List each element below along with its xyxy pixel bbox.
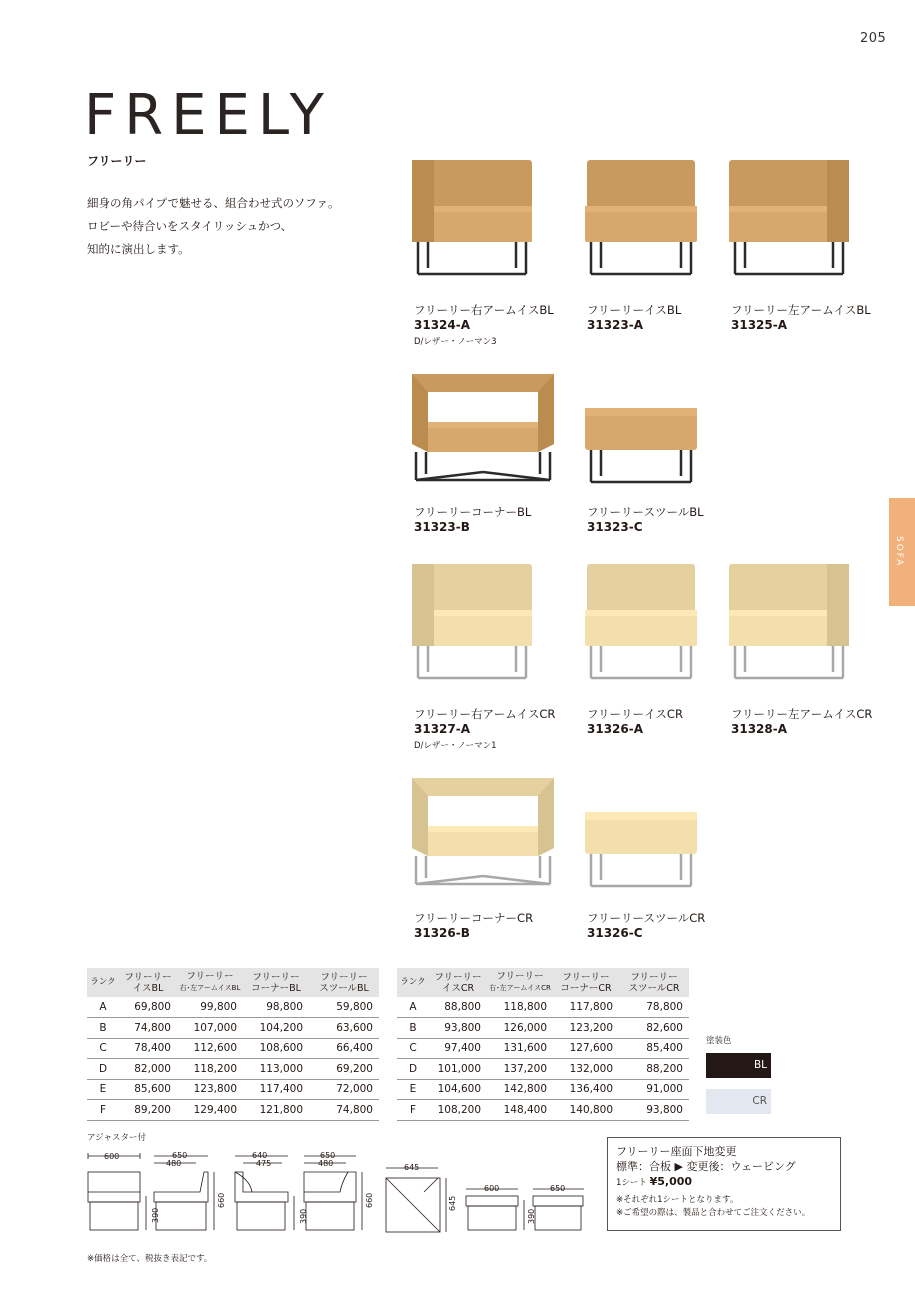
side-tab-label: SOFA bbox=[894, 536, 904, 568]
table-row bbox=[397, 1100, 689, 1121]
rank-cell: B bbox=[397, 1018, 429, 1039]
product-name: フリーリー左アームイスCR bbox=[731, 707, 873, 721]
product-name: フリーリーコーナーBL bbox=[414, 505, 532, 519]
price-cell: 91,000 bbox=[619, 1079, 689, 1100]
product-item bbox=[729, 562, 873, 736]
seat-option-note: ※それぞれ1シートとなります。 bbox=[616, 1195, 739, 1205]
price-cell: 85,600 bbox=[119, 1079, 177, 1100]
price-cell: 121,800 bbox=[243, 1100, 309, 1121]
table-row bbox=[87, 1079, 379, 1100]
intro-text bbox=[87, 192, 340, 261]
product-note: D/レザー・ノーマン1 bbox=[414, 741, 497, 751]
table-row bbox=[87, 1018, 379, 1039]
product-name: フリーリー右アームイスBL bbox=[414, 303, 554, 317]
sofa-image bbox=[585, 158, 699, 280]
dim-corner-d: 645 bbox=[448, 1195, 457, 1211]
product-code: 31323-B bbox=[414, 520, 470, 534]
product-code: 31326-B bbox=[414, 926, 470, 940]
dim-chair-d: 650 bbox=[172, 1151, 188, 1160]
footer-tax-note: ※価格は全て、税抜き表記です。 bbox=[87, 1254, 213, 1264]
swatch-bl bbox=[706, 1053, 771, 1078]
product-code: 31326-C bbox=[587, 926, 643, 940]
price-cell: 127,600 bbox=[553, 1038, 619, 1059]
dim-arm-inner: 475 bbox=[256, 1159, 272, 1168]
dim-chair-h: 390 bbox=[151, 1207, 160, 1223]
brand-kana: フリーリー bbox=[87, 154, 147, 168]
price-cell: 85,400 bbox=[619, 1038, 689, 1059]
table-header-cell: フリーリー 右･左アームイスBL bbox=[177, 968, 243, 997]
table-header-row bbox=[87, 968, 379, 997]
sofa-image bbox=[412, 562, 536, 684]
price-cell: 88,200 bbox=[619, 1059, 689, 1080]
price-cell: 72,000 bbox=[309, 1079, 379, 1100]
rank-cell: F bbox=[87, 1100, 119, 1121]
rank-cell: A bbox=[87, 997, 119, 1018]
price-cell: 131,600 bbox=[487, 1038, 553, 1059]
product-item bbox=[585, 562, 699, 736]
product-item bbox=[412, 158, 554, 347]
sofa-image bbox=[412, 372, 558, 494]
table-row bbox=[397, 1059, 689, 1080]
price-cell: 74,800 bbox=[119, 1018, 177, 1039]
dim-arm-w: 640 bbox=[252, 1151, 268, 1160]
price-cell: 123,800 bbox=[177, 1079, 243, 1100]
product-name: フリーリー右アームイスCR bbox=[414, 707, 556, 721]
product-item bbox=[412, 776, 558, 940]
price-cell: 136,400 bbox=[553, 1079, 619, 1100]
rank-cell: D bbox=[397, 1059, 429, 1080]
product-name: フリーリースツールCR bbox=[587, 911, 706, 925]
table-row bbox=[87, 1059, 379, 1080]
price-cell: 74,800 bbox=[309, 1100, 379, 1121]
dim-stool-h: 390 bbox=[527, 1208, 536, 1224]
price-cell: 126,000 bbox=[487, 1018, 553, 1039]
side-tab[interactable] bbox=[889, 498, 915, 606]
price-cell: 108,200 bbox=[429, 1100, 487, 1121]
rank-cell: A bbox=[397, 997, 429, 1018]
table-header-cell: ランク bbox=[87, 968, 119, 997]
table-header-cell: フリーリー イスCR bbox=[429, 968, 487, 997]
price-cell: 118,800 bbox=[487, 997, 553, 1018]
price-cell: 107,000 bbox=[177, 1018, 243, 1039]
dim-stool-d: 650 bbox=[550, 1184, 566, 1193]
price-cell: 89,200 bbox=[119, 1100, 177, 1121]
brand-title: FREELY bbox=[84, 83, 332, 148]
swatch-cr-label: CR bbox=[752, 1095, 767, 1107]
sofa-image bbox=[585, 372, 699, 494]
price-cell: 123,200 bbox=[553, 1018, 619, 1039]
price-cell: 117,800 bbox=[553, 997, 619, 1018]
price-cell: 97,400 bbox=[429, 1038, 487, 1059]
price-cell: 69,200 bbox=[309, 1059, 379, 1080]
seat-option-notes bbox=[616, 1194, 832, 1220]
sofa-image bbox=[585, 562, 699, 684]
price-cell: 118,200 bbox=[177, 1059, 243, 1080]
price-cell: 108,600 bbox=[243, 1038, 309, 1059]
price-cell: 93,800 bbox=[619, 1100, 689, 1121]
dim-chair-w: 600 bbox=[104, 1152, 120, 1161]
dim-chair-total-h: 660 bbox=[217, 1192, 226, 1208]
table-header-cell: ランク bbox=[397, 968, 429, 997]
price-cell: 104,600 bbox=[429, 1079, 487, 1100]
price-cell: 78,400 bbox=[119, 1038, 177, 1059]
product-item bbox=[412, 562, 556, 751]
sofa-image bbox=[729, 562, 853, 684]
seat-option-title: フリーリー座面下地変更 bbox=[616, 1145, 737, 1158]
sofa-image bbox=[729, 158, 853, 280]
product-item bbox=[412, 372, 558, 534]
table-header-cell: フリーリー イスBL bbox=[119, 968, 177, 997]
price-cell: 113,000 bbox=[243, 1059, 309, 1080]
price-cell: 132,000 bbox=[553, 1059, 619, 1080]
rank-cell: B bbox=[87, 1018, 119, 1039]
price-cell: 104,200 bbox=[243, 1018, 309, 1039]
product-item bbox=[585, 158, 699, 332]
product-item bbox=[729, 158, 871, 332]
product-code: 31326-A bbox=[587, 722, 644, 736]
product-item bbox=[585, 776, 706, 940]
seat-option-note: ※ご希望の際は、製品と合わせてご注文ください。 bbox=[616, 1208, 811, 1218]
dim-corner-w: 645 bbox=[404, 1163, 420, 1172]
rank-cell: C bbox=[397, 1038, 429, 1059]
price-cell: 148,400 bbox=[487, 1100, 553, 1121]
price-cell: 99,800 bbox=[177, 997, 243, 1018]
product-name: フリーリーイスBL bbox=[587, 303, 682, 317]
price-cell: 112,600 bbox=[177, 1038, 243, 1059]
table-row bbox=[87, 1100, 379, 1121]
table-row bbox=[87, 1038, 379, 1059]
price-cell: 59,800 bbox=[309, 997, 379, 1018]
dim-stool-w: 600 bbox=[484, 1184, 500, 1193]
intro-line: ロビーや待合いをスタイリッシュかつ、 bbox=[87, 219, 293, 233]
product-item bbox=[585, 372, 704, 534]
rank-cell: D bbox=[87, 1059, 119, 1080]
table-header-cell: フリーリー スツールCR bbox=[619, 968, 689, 997]
page-number: 205 bbox=[860, 31, 887, 46]
price-cell: 63,600 bbox=[309, 1018, 379, 1039]
seat-option-price-value: ¥5,000 bbox=[649, 1175, 693, 1188]
seat-option-after: 変更後：ウェービング bbox=[686, 1160, 796, 1173]
intro-line: 知的に演出します。 bbox=[87, 242, 190, 256]
table-header-cell: フリーリー 右･左アームイスCR bbox=[487, 968, 553, 997]
price-cell: 93,800 bbox=[429, 1018, 487, 1039]
rank-cell: E bbox=[87, 1079, 119, 1100]
table-header-row bbox=[397, 968, 689, 997]
rank-cell: E bbox=[397, 1079, 429, 1100]
sofa-image bbox=[412, 158, 536, 280]
table-header-cell: フリーリー スツールBL bbox=[309, 968, 379, 997]
swatch-cr bbox=[706, 1089, 771, 1114]
price-cell: 69,800 bbox=[119, 997, 177, 1018]
price-table-bl bbox=[87, 968, 379, 1121]
product-code: 31323-A bbox=[587, 318, 644, 332]
price-cell: 66,400 bbox=[309, 1038, 379, 1059]
price-cell: 82,600 bbox=[619, 1018, 689, 1039]
seat-option-change bbox=[616, 1159, 832, 1174]
product-code: 31324-A bbox=[414, 318, 471, 332]
paint-color-label: 塗装色 bbox=[706, 1036, 732, 1046]
table-header-cell: フリーリー コーナーCR bbox=[553, 968, 619, 997]
table-row bbox=[87, 997, 379, 1018]
swatch-bl-label: BL bbox=[753, 1059, 767, 1071]
seat-option-box bbox=[607, 1137, 841, 1231]
dim-arm-seat-d: 480 bbox=[318, 1159, 334, 1168]
adjuster-label: アジャスター付 bbox=[87, 1133, 146, 1143]
product-code: 31328-A bbox=[731, 722, 788, 736]
product-name: フリーリーイスCR bbox=[587, 707, 683, 721]
price-cell: 140,800 bbox=[553, 1100, 619, 1121]
price-table-cr bbox=[397, 968, 689, 1121]
price-cell: 142,800 bbox=[487, 1079, 553, 1100]
table-row bbox=[397, 1038, 689, 1059]
product-name: フリーリーコーナーCR bbox=[414, 911, 534, 925]
table-row bbox=[397, 1079, 689, 1100]
seat-option-standard: 標準：合板 bbox=[616, 1160, 671, 1173]
dimension-drawings bbox=[84, 1148, 584, 1243]
dim-arm-h: 390 bbox=[299, 1208, 308, 1224]
sofa-image bbox=[585, 776, 699, 898]
product-code: 31323-C bbox=[587, 520, 643, 534]
price-cell: 82,000 bbox=[119, 1059, 177, 1080]
price-cell: 117,400 bbox=[243, 1079, 309, 1100]
price-cell: 88,800 bbox=[429, 997, 487, 1018]
price-cell: 129,400 bbox=[177, 1100, 243, 1121]
intro-line: 細身の角パイプで魅せる、組合わせ式のソファ。 bbox=[87, 196, 340, 210]
seat-option-per-sheet: 1シート bbox=[616, 1178, 647, 1188]
price-cell: 78,800 bbox=[619, 997, 689, 1018]
product-note: D/レザー・ノーマン3 bbox=[414, 337, 497, 347]
product-code: 31325-A bbox=[731, 318, 788, 332]
price-cell: 98,800 bbox=[243, 997, 309, 1018]
table-row bbox=[397, 1018, 689, 1039]
table-header-cell: フリーリー コーナーBL bbox=[243, 968, 309, 997]
rank-cell: F bbox=[397, 1100, 429, 1121]
price-cell: 101,000 bbox=[429, 1059, 487, 1080]
rank-cell: C bbox=[87, 1038, 119, 1059]
product-name: フリーリースツールBL bbox=[587, 505, 704, 519]
arrow-right-icon: ▶ bbox=[674, 1160, 683, 1173]
dim-arm-d: 650 bbox=[320, 1151, 336, 1160]
price-cell: 137,200 bbox=[487, 1059, 553, 1080]
product-name: フリーリー左アームイスBL bbox=[731, 303, 871, 317]
sofa-image bbox=[412, 776, 558, 898]
dim-chair-seat-d: 480 bbox=[166, 1159, 182, 1168]
product-code: 31327-A bbox=[414, 722, 471, 736]
table-row bbox=[397, 997, 689, 1018]
seat-option-price bbox=[616, 1174, 832, 1191]
dim-arm-total-h: 660 bbox=[365, 1192, 374, 1208]
